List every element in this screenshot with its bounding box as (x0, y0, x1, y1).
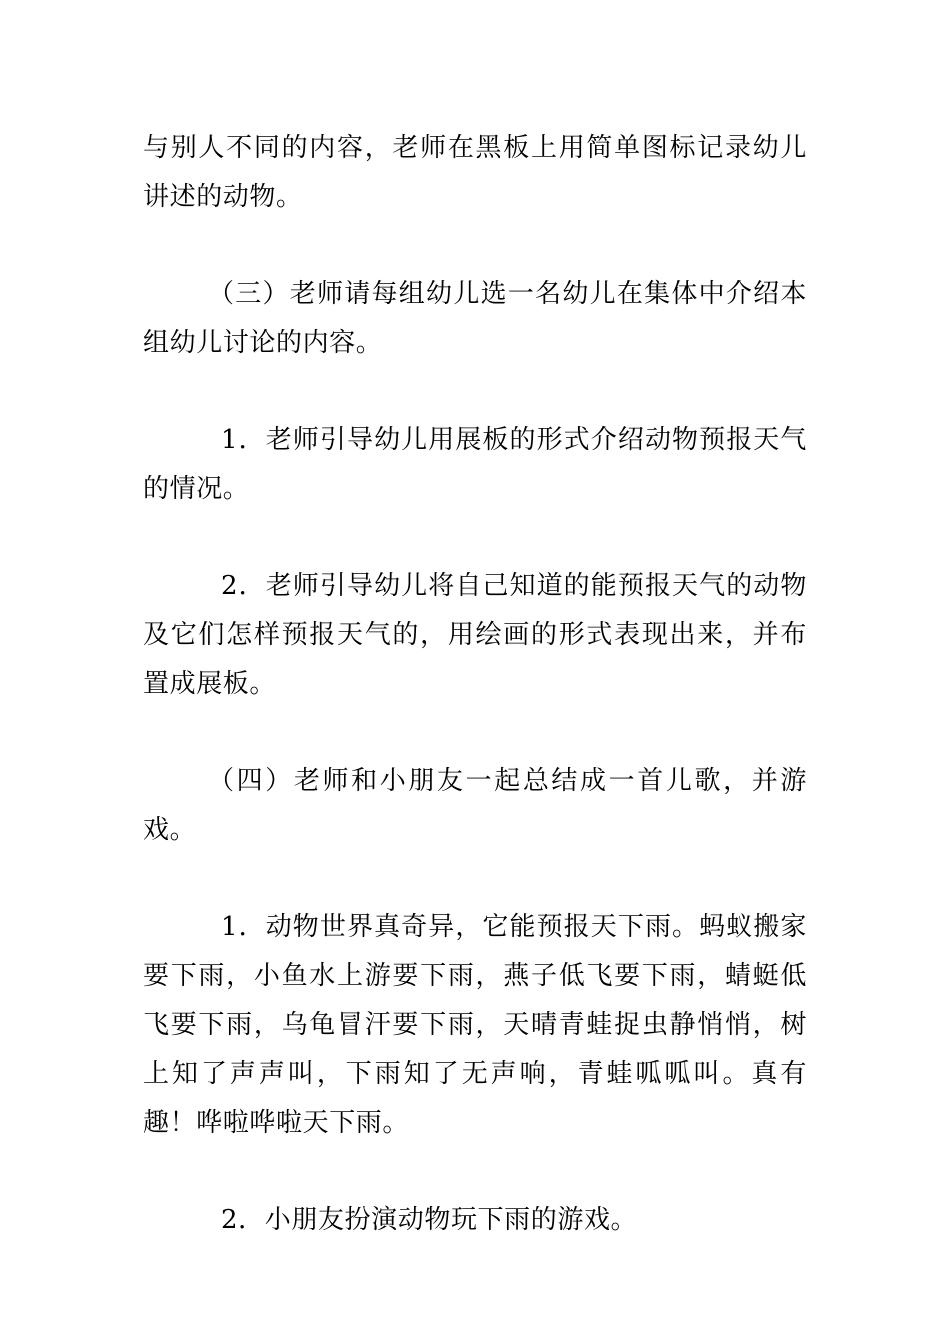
paragraph-spacer (143, 222, 807, 270)
paragraph-spacer (143, 514, 807, 562)
paragraph-song: 1．动物世界真奇异，它能预报天下雨。蚂蚁搬家要下雨，小鱼水上游要下雨，燕子低飞要下雨，蜻蜓低飞要下雨，乌龟冒汗要下雨，天晴青蛙捉虫静悄悄，树上知了声声叫，下雨知了无声响，青蛙呱呱叫。真有趣！哗啦哗啦天下雨。 (143, 912, 807, 1138)
paragraph-spacer (143, 1148, 807, 1196)
paragraph-item-2: 2．老师引导幼儿将自己知道的能预报天气的动物及它们怎样预报天气的，用绘画的形式表现出来，并布置成展板。 (143, 571, 807, 699)
paragraph-spacer (143, 709, 807, 757)
paragraph-game: 2．小朋友扮演动物玩下雨的游戏。 (221, 1205, 638, 1235)
document-body (143, 124, 807, 1245)
paragraph-section-three: （三）老师请每组幼儿选一名幼儿在集体中介绍本组幼儿讨论的内容。 (143, 279, 807, 358)
paragraph-item-1: 1．老师引导幼儿用展板的形式介绍动物预报天气的情况。 (143, 425, 807, 504)
paragraph-section-four: （四）老师和小朋友一起总结成一首儿歌，并游戏。 (143, 766, 807, 845)
paragraph-spacer (143, 368, 807, 416)
paragraph-spacer (143, 855, 807, 903)
paragraph-continuation: 与别人不同的内容，老师在黑板上用简单图标记录幼儿讲述的动物。 (143, 133, 807, 212)
